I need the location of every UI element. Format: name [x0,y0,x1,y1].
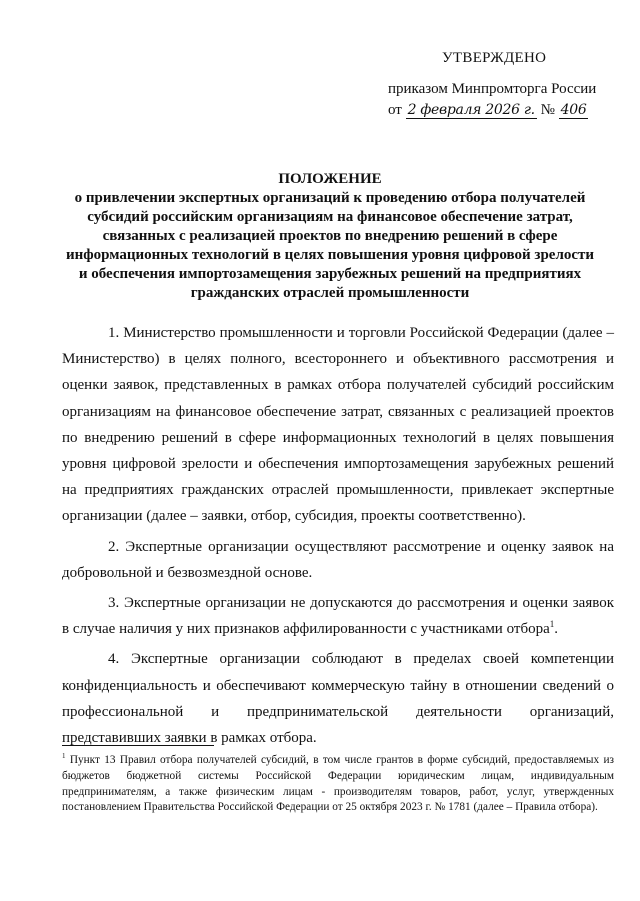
title-line: субсидий российским организациям на финансовое обеспечение затрат, [87,209,573,225]
footnote-reference[interactable]: 1 [549,619,555,630]
paragraph-3 [62,590,614,642]
handwritten-number: 406 [560,102,587,118]
document-title [40,170,620,303]
order-date-number-line [388,100,628,121]
handwritten-date: 2 февраля 2026 г. [407,102,535,118]
footnote-mark: 1 [62,752,66,761]
title-heading: ПОЛОЖЕНИЕ [278,171,382,187]
paragraph-3-tail: . [554,621,558,638]
paragraph-4: 4. Экспертные организации соблюдают в пределах своей компетенции конфиденциальность и обеспечивают коммерческую тайну в отношении сведений о профессиональной и предпринимательской деятельности организаций, представивших заявки в рамках отбора. [62,651,614,747]
approved-label: УТВЕРЖДЕНО [442,50,547,66]
paragraph-1: 1. Министерство промышленности и торговли Российской Федерации (далее – Министерство) в целях полного, всестороннего и объективного рассмотрения и оценки заявок, представленных в рамках отбора получателей субсидий российским организациям на финансовое обеспечение затрат, связанных с реализацией проектов по внедрению решений в сфере информационных технологий в целях повышения уровня цифровой зрелости и обеспечения импортозамещения зарубежных решений на предприятиях гражданских отраслей промышленности, привлекает экспертные организации (далее – заявки, отбор, субсидия, проекты соответственно). [62,325,614,525]
order-reference: приказом Минпромторга России [388,81,597,97]
paragraph-3-text: 3. Экспертные организации не допускаются до рассмотрения и оценки заявок в случае наличия у них признаков аффилированности с участниками отбора [62,595,614,638]
footnote-separator [62,745,214,746]
footnote-text: Пункт 13 Правил отбора получателей субсидий, в том числе грантов в форме субсидий, предоставляемых из бюджетов бюджетной системы Российской Федерации юридическим лицам, индивидуальным предпринимателям, а также физическим лицам - производителям товаров, работ, услуг, утвержденных постановлением Правительства Российской Федерации от 25 октября 2023 г. № 1781 (далее – Правила отбора). [62,754,614,814]
paragraph-2: 2. Экспертные организации осуществляют рассмотрение и оценку заявок на добровольной и безвозмездной основе. [62,538,614,581]
document-body [62,320,614,755]
approval-stamp-block [388,48,628,121]
title-line: гражданских отраслей промышленности [190,285,470,301]
title-line: информационных технологий в целях повышения уровня цифровой зрелости [65,247,595,263]
number-prefix: № [540,102,555,118]
title-line: связанных с реализацией проектов по внедрению решений в сфере [102,228,558,244]
footnote [62,753,614,816]
date-prefix: от [388,102,402,118]
title-line: о привлечении экспертных организаций к проведению отбора получателей [74,190,586,206]
title-line: и обеспечения импортозамещения зарубежных решений на предприятиях [78,266,582,282]
